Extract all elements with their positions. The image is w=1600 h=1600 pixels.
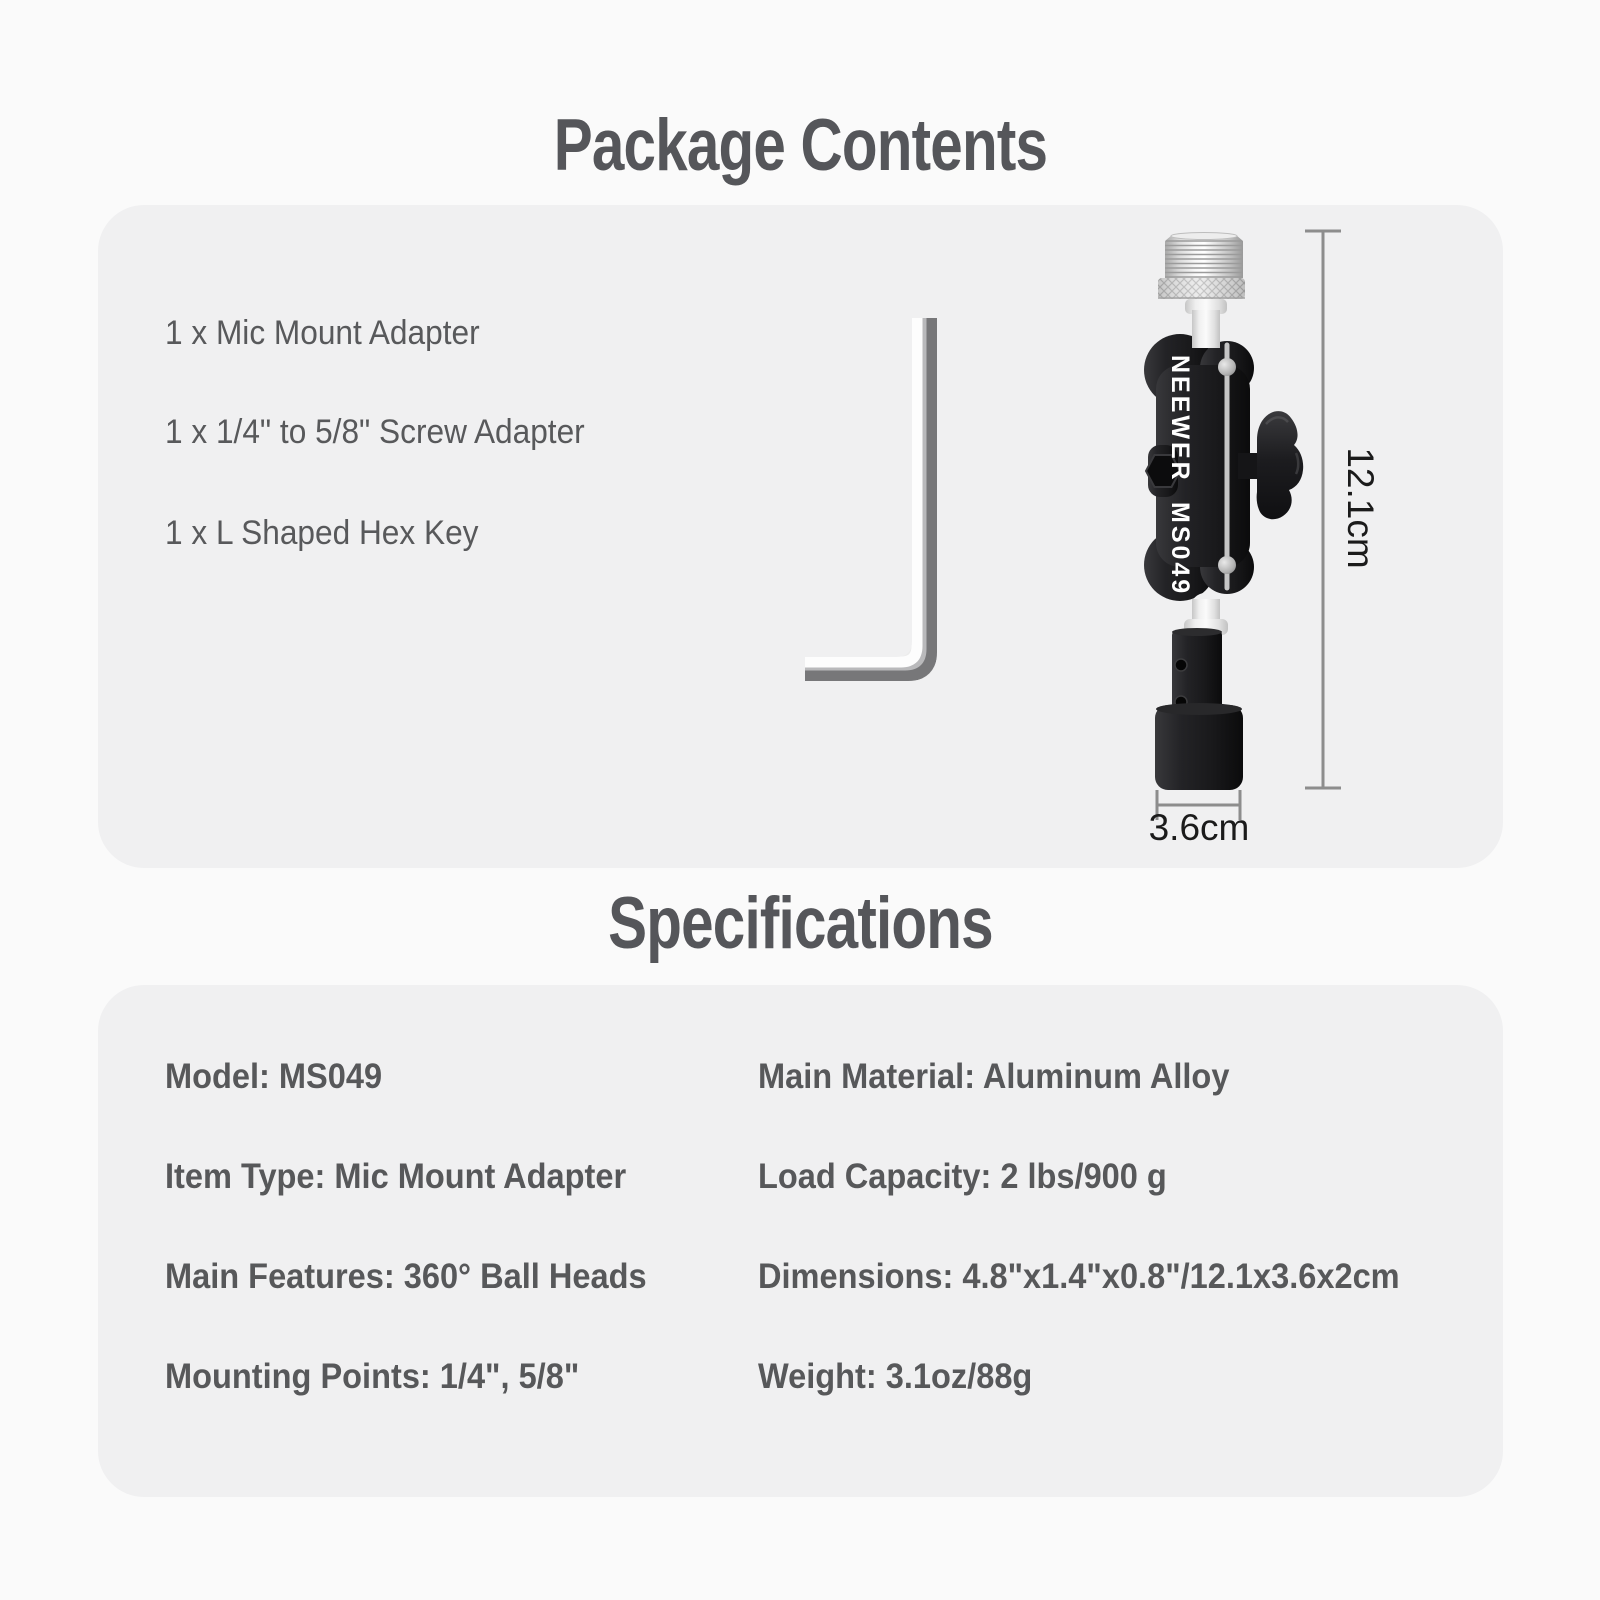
ball-clamp-body (1144, 310, 1254, 621)
package-contents-title-text: Package Contents (553, 105, 1047, 186)
spec-load-capacity (758, 1157, 1198, 1197)
spec-item-type-text: Item Type: Mic Mount Adapter (165, 1157, 627, 1196)
product-illustration (1120, 215, 1460, 845)
specifications-title (0, 883, 1600, 964)
adapter-cylinder (1172, 628, 1222, 715)
spec-main-features (165, 1257, 683, 1297)
spec-dimensions (758, 1257, 1448, 1297)
package-item-1 (165, 313, 503, 353)
spec-weight (758, 1357, 1053, 1397)
set-screw-hole (1175, 659, 1187, 671)
spec-mounting-points (165, 1357, 610, 1397)
spec-item-type (165, 1157, 661, 1197)
spec-load-capacity-text: Load Capacity: 2 lbs/900 g (758, 1157, 1167, 1196)
shaft-into-clamp (1192, 310, 1220, 348)
spec-mounting-points-text: Mounting Points: 1/4", 5/8" (165, 1357, 580, 1396)
package-item-3 (165, 513, 502, 553)
hex-key-illustration (790, 300, 950, 695)
spec-model-text: Model: MS049 (165, 1057, 383, 1096)
package-item-2 (165, 412, 616, 452)
package-item-1-text: 1 x Mic Mount Adapter (165, 314, 480, 352)
spec-main-features-text: Main Features: 360° Ball Heads (165, 1257, 647, 1296)
package-contents-title (0, 105, 1600, 186)
spec-main-material (758, 1057, 1265, 1097)
knurled-ring (1158, 278, 1245, 299)
height-dimension-label: 12.1cm (1340, 447, 1381, 569)
package-contents-panel (98, 205, 1503, 868)
package-item-2-text: 1 x 1/4" to 5/8" Screw Adapter (165, 413, 585, 451)
specifications-title-text: Specifications (607, 883, 993, 964)
height-dimension (1305, 231, 1341, 788)
model-text: MS049 (1166, 502, 1194, 597)
width-dimension-label: 3.6cm (1148, 807, 1250, 845)
round-base (1155, 703, 1243, 790)
brand-text: NEEWER (1166, 355, 1194, 483)
spec-weight-text: Weight: 3.1oz/88g (758, 1357, 1033, 1396)
spec-dimensions-text: Dimensions: 4.8"x1.4"x0.8"/12.1x3.6x2cm (758, 1257, 1400, 1296)
screw-thread-5-8 (1165, 233, 1243, 279)
spec-main-material-text: Main Material: Aluminum Alloy (758, 1057, 1230, 1096)
package-item-3-text: 1 x L Shaped Hex Key (165, 514, 479, 552)
spec-model (165, 1057, 398, 1097)
specifications-panel (98, 985, 1503, 1497)
